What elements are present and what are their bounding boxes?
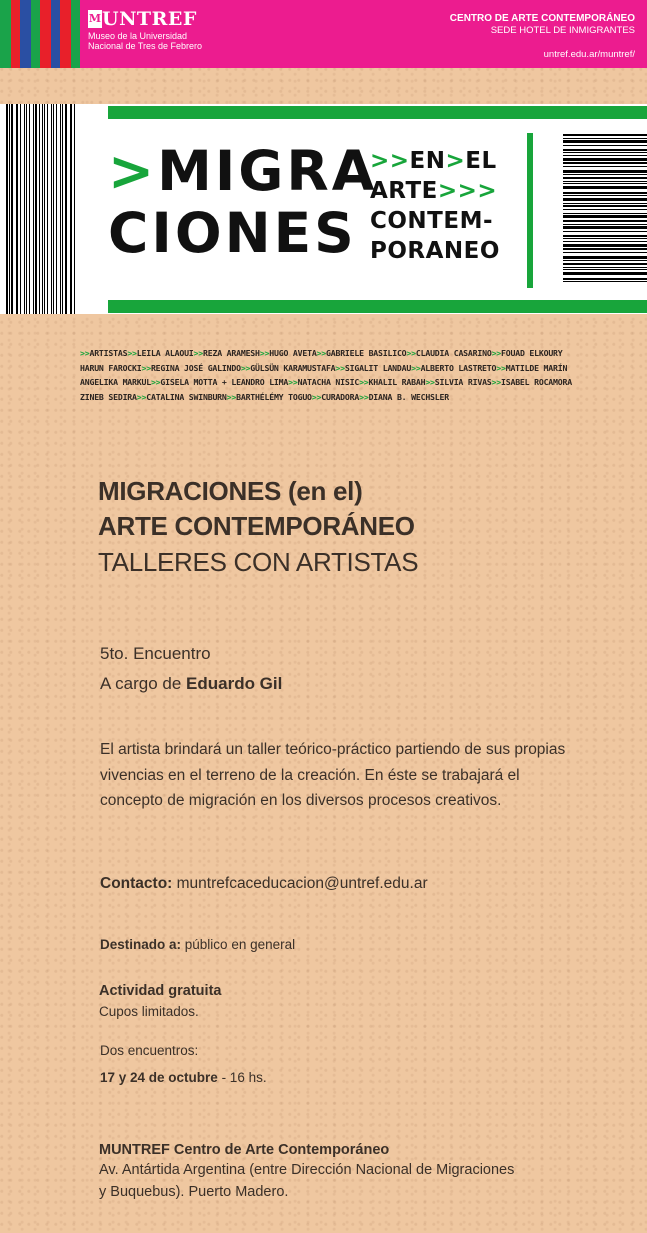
barcode-bar (563, 281, 647, 282)
arrow-glyph: > (108, 139, 158, 203)
barcode-bar (53, 104, 54, 314)
logo-word: UNTREF (102, 8, 197, 30)
barcode-bar (563, 134, 647, 136)
separator-arrows: >> (359, 377, 369, 387)
barcode-bar (56, 104, 57, 314)
artist-name: CLAUDIA CASARINO (415, 348, 492, 358)
logo-subtitle-2: Nacional de Tres de Febrero (88, 41, 203, 51)
barcode-bar (563, 260, 647, 261)
barcode-bar (65, 104, 67, 314)
barcode-bar (563, 244, 647, 247)
barcode-bar (51, 104, 53, 314)
barcode-bar (563, 174, 647, 175)
separator-arrows: >> (406, 348, 416, 358)
separator-arrows: >> (288, 377, 298, 387)
barcode-bar (563, 209, 647, 210)
instructor-prefix: A cargo de (100, 674, 187, 693)
separator-arrows: >> (141, 362, 151, 373)
artist-name: FOUAD ELKOURY (501, 348, 563, 358)
barcode-bar (563, 158, 647, 161)
stripe (31, 0, 40, 68)
artist-name: REZA ARAMESH (203, 348, 260, 358)
barcode-bar (563, 220, 647, 222)
separator-arrows: >> (127, 348, 137, 358)
stripe (11, 0, 20, 68)
barcode-bar (20, 104, 22, 314)
logo-badge: M (88, 10, 102, 28)
separator-arrows: >> (80, 348, 90, 358)
banner-word-poraneo: PORANEO (370, 238, 500, 264)
stripe (40, 0, 51, 68)
separator-arrows: >> (193, 348, 204, 358)
venue-address-line-2: y Buquebus). Puerto Madero. (99, 1184, 289, 1200)
banner-main-title (108, 140, 377, 264)
barcode-bar (563, 138, 647, 139)
separator-arrows: >> (491, 348, 502, 358)
barcode-bar (563, 145, 647, 146)
barcode-bar (563, 256, 647, 259)
artist-name: SILVIA RIVAS (434, 377, 492, 387)
instructor (100, 673, 282, 695)
barcode-bar (563, 267, 647, 268)
description: El artista brindará un taller teórico-práctico partiendo de sus propias vivencias en el terreno de la creación. En éste se trabajará el concepto de migración en los diversos procesos creativos. (100, 741, 566, 809)
banner-subtitle (370, 146, 500, 266)
barcode-bar (60, 104, 61, 314)
artist-name: HUGO AVETA (269, 348, 317, 358)
venue-address-line-1: Av. Antártida Argentina (entre Dirección Nacional de Migraciones (99, 1162, 515, 1178)
barcode-bar (26, 104, 27, 314)
barcode-bar (16, 104, 17, 314)
barcode-bar (563, 272, 647, 275)
header-info (450, 13, 635, 61)
banner-word-el: EL (465, 148, 497, 174)
artist-line (80, 361, 647, 376)
muntref-logo[interactable] (88, 10, 202, 51)
venue-title: MUNTREF Centro de Arte Contemporáneo (99, 1142, 390, 1158)
stripe (71, 0, 80, 68)
session-dates (100, 1068, 267, 1088)
barcode-bar (563, 183, 647, 184)
barcode-bar (33, 104, 34, 314)
barcode-bar (17, 104, 18, 314)
barcode-bar (563, 238, 647, 239)
color-stripes (0, 0, 84, 68)
stripe (60, 0, 71, 68)
main-subtitle: TALLERES CON ARTISTAS (98, 547, 419, 577)
artist-name: REGINA JOSÉ GALINDO (150, 362, 241, 373)
artist-name: CURADORA (321, 391, 360, 402)
stripe (20, 0, 31, 68)
header-bar (0, 0, 647, 68)
barcode-bar (563, 224, 647, 225)
separator-arrows: >> (259, 348, 270, 358)
green-vertical-line (527, 133, 533, 288)
separator-arrows: >> (411, 362, 421, 373)
separator-arrows: >> (491, 377, 502, 387)
artist-name: ARTISTAS (89, 348, 128, 358)
separator-arrows: >> (240, 362, 251, 373)
time-value: - 16 hs. (217, 1070, 267, 1085)
green-bar-top (108, 106, 647, 119)
barcode-bar (563, 226, 647, 229)
barcode-bar (563, 195, 647, 196)
separator-arrows: >> (359, 391, 369, 402)
sessions-label: Dos encuentros: (100, 1043, 199, 1058)
artist-name: ZINEB SEDIRA (80, 391, 137, 402)
artist-name: ALBERTO LASTRETO (420, 362, 497, 373)
banner-word-arte: ARTE (370, 178, 438, 204)
barcode-bar (70, 104, 71, 314)
barcode-bar (11, 104, 12, 314)
barcode-bar (563, 149, 647, 151)
artist-name: MATILDE MARÍN (505, 362, 568, 373)
barcode-bar (563, 177, 647, 179)
barcode-bar (563, 269, 647, 270)
barcode-bar (563, 235, 647, 237)
arrow-glyph: >>> (437, 178, 498, 204)
barcode-bar (563, 215, 647, 218)
separator-arrows: >> (136, 391, 147, 402)
separator-arrows: >> (425, 377, 435, 387)
center-name: CENTRO DE ARTE CONTEMPORÁNEO (449, 13, 635, 24)
barcode-bar (39, 104, 40, 314)
banner-word-migra: MIGRA (157, 139, 378, 203)
barcode-bar (563, 155, 647, 156)
artist-name: GABRIELE BASILICO (326, 348, 407, 358)
barcode-bar (74, 104, 75, 314)
barcode-bar (563, 278, 647, 280)
audience-value: público en general (184, 937, 296, 952)
separator-arrows: >> (150, 377, 161, 387)
barcode-bar (563, 140, 647, 143)
artist-name: HARUN FAROCKI (80, 362, 142, 373)
arrow-glyph: > (445, 148, 466, 174)
barcode-left-graphic (6, 104, 78, 314)
artist-name: ISABEL ROCAMORA (501, 377, 572, 387)
barcode-bar (563, 162, 647, 164)
barcode-bar (29, 104, 30, 314)
barcode-bar (47, 104, 48, 314)
encuentro-number: 5to. Encuentro (100, 644, 211, 663)
contact (100, 873, 428, 895)
separator-arrows: >> (335, 362, 345, 373)
barcode-bar (24, 104, 25, 314)
artist-name: GÜLSÜN KARAMUSTAFA (250, 362, 336, 373)
barcode-right-graphic (563, 134, 647, 290)
artist-name: BARTHÉLÉMY TOGUO (236, 391, 312, 402)
free-activity: Actividad gratuita (99, 983, 222, 999)
contact-email-link[interactable]: muntrefcaceducacion@untref.edu.ar (176, 875, 428, 892)
main-title-line-1: MIGRACIONES (en el) (98, 476, 363, 506)
barcode-bar (9, 104, 10, 314)
website-link[interactable]: untref.edu.ar/muntref/ (543, 49, 635, 60)
barcode-bar (563, 152, 647, 153)
artist-name: ANGELIKA MARKUL (80, 377, 151, 387)
arrow-glyph: >> (370, 148, 410, 174)
artist-name: DIANA B. WECHSLER (368, 391, 449, 402)
separator-arrows: >> (316, 348, 327, 358)
artist-line (80, 346, 647, 361)
stripe (51, 0, 60, 68)
artist-name: CATALINA SWINBURN (146, 391, 227, 402)
artist-name: GISELA MOTTA + LEANDRO LIMA (160, 377, 289, 387)
limited-spots: Cupos limitados. (99, 1004, 199, 1019)
artist-line (80, 375, 647, 390)
stripe (0, 0, 11, 68)
green-bar-bottom (108, 300, 647, 313)
banner-word-contem: CONTEM- (370, 208, 494, 234)
barcode-bar (563, 213, 647, 214)
barcode-bar (42, 104, 43, 314)
barcode-bar (44, 104, 45, 314)
barcode-bar (563, 170, 647, 173)
barcode-bar (563, 231, 647, 232)
audience (100, 935, 295, 955)
barcode-bar (563, 252, 647, 253)
venue-name: SEDE HOTEL DE INMIGRANTES (490, 25, 635, 36)
barcode-bar (563, 192, 647, 194)
artist-name: LEILA ALAOUI (136, 348, 194, 358)
artist-line (80, 390, 647, 405)
separator-arrows: >> (496, 362, 506, 373)
logo-subtitle-1: Museo de la Universidad (88, 31, 188, 41)
barcode-bar (563, 205, 647, 207)
artist-name: SIGALIT LANDAU (344, 362, 412, 373)
barcode-bar (563, 248, 647, 250)
artist-list (80, 346, 647, 404)
artist-name: NATACHA NISIC (297, 377, 360, 387)
audience-label: Destinado a: (100, 937, 182, 952)
barcode-bar (35, 104, 37, 314)
banner-word-ciones: CIONES (108, 201, 357, 265)
main-title-line-2: ARTE CONTEMPORÁNEO (98, 511, 415, 541)
barcode-bar (563, 166, 647, 167)
barcode-bar (563, 181, 647, 182)
dates-value: 17 y 24 de octubre (100, 1070, 218, 1085)
barcode-bar (563, 263, 647, 265)
separator-arrows: >> (226, 391, 237, 402)
barcode-bar (6, 104, 8, 314)
barcode-bar (563, 198, 647, 201)
banner-word-en: EN (409, 148, 446, 174)
artist-name: KHALIL RABAH (368, 377, 426, 387)
barcode-bar (563, 241, 647, 242)
barcode-bar (62, 104, 63, 314)
barcode-bar (563, 203, 647, 204)
barcode-bar (71, 104, 72, 314)
separator-arrows: >> (311, 391, 322, 402)
contact-label: Contacto: (100, 875, 173, 892)
barcode-bar (563, 186, 647, 189)
instructor-name: Eduardo Gil (186, 674, 283, 693)
